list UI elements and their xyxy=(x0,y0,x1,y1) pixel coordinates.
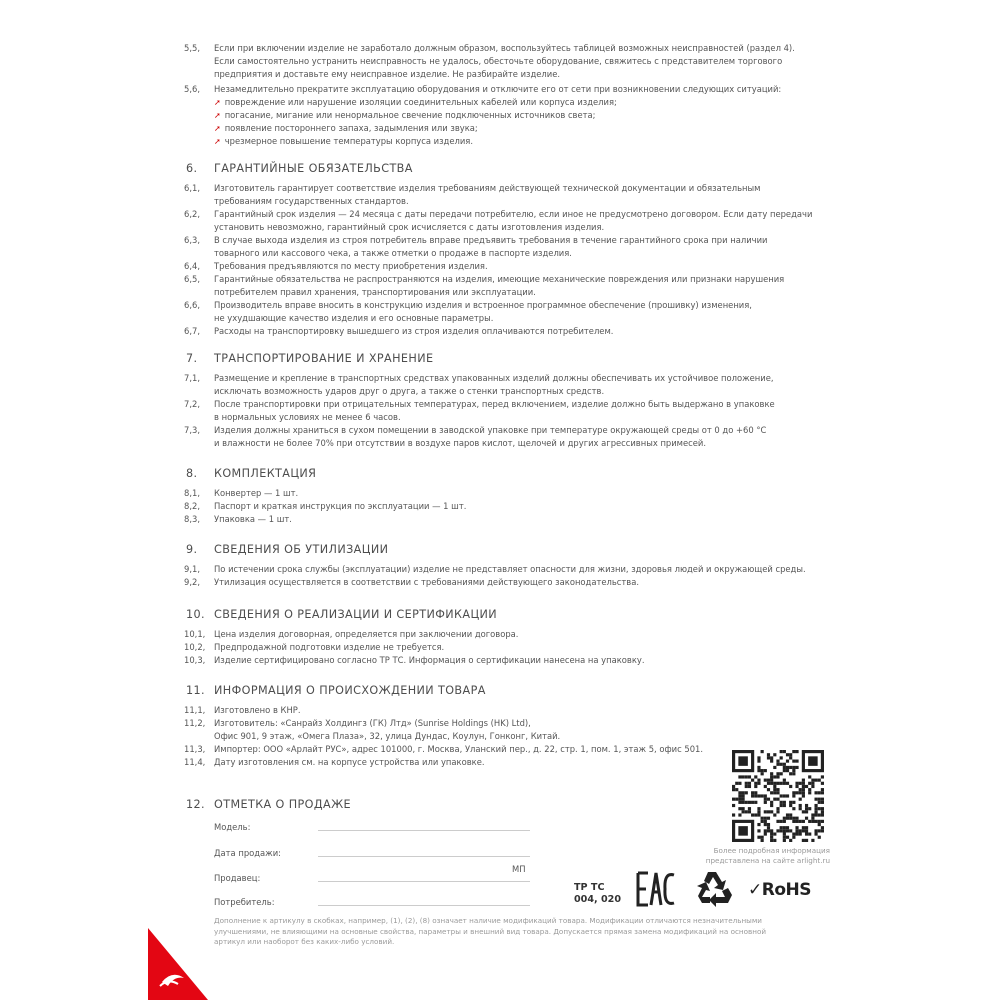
trtc-line-1: ТР ТС xyxy=(574,882,605,893)
clause-number: 10,2, xyxy=(184,642,206,652)
section-number: 7. xyxy=(186,352,198,365)
clause-number: 7,1, xyxy=(184,373,200,383)
clause-text: в нормальных условиях не менее 6 часов. xyxy=(214,412,401,422)
eac-mark-icon xyxy=(636,870,676,908)
footnote-line: Дополнение к артикулу в скобках, например, (1), (2), (8) означает наличие модификаций товара. Модификации отличаются незначительными xyxy=(214,916,762,925)
clause-text: товарного или кассового чека, а также отметки о продаже в паспорте изделия. xyxy=(214,248,572,258)
bullet-item xyxy=(214,96,617,109)
arrow-bullet-icon: ➚ xyxy=(214,111,221,120)
recycle-icon xyxy=(694,868,736,908)
bullet-text: чрезмерное повышение температуры корпуса изделия. xyxy=(224,136,473,146)
rohs-text: RoHS xyxy=(761,880,811,900)
clause-text: не ухудшающие качество изделия и его основные параметры. xyxy=(214,313,494,323)
clause-number: 9,2, xyxy=(184,577,200,587)
clause-text: Утилизация осуществляется в соответствии с требованиями действующего законодательства. xyxy=(214,577,639,587)
clause-number: 11,2, xyxy=(184,718,206,728)
clause-number: 6,4, xyxy=(184,261,200,271)
sale-field-label: Продавец: xyxy=(214,873,261,883)
clause-number: 8,2, xyxy=(184,501,200,511)
clause-text: Незамедлительно прекратите эксплуатацию оборудования и отключите его от сети при возникновении следующих ситуаций: xyxy=(214,84,782,94)
clause-number: 11,3, xyxy=(184,744,206,754)
trtc-line-2: 004, 020 xyxy=(574,894,622,905)
clause-number: 7,2, xyxy=(184,399,200,409)
section-title: СВЕДЕНИЯ О РЕАЛИЗАЦИИ И СЕРТИФИКАЦИИ xyxy=(214,608,498,621)
clause-text: Расходы на транспортировку вышедшего из строя изделия оплачиваются потребителем. xyxy=(214,326,614,336)
clause-text: Размещение и крепление в транспортных средствах упакованных изделий должны обеспечивать их устойчивое положение, xyxy=(214,373,774,383)
clause-text: Изготовитель: «Санрайз Холдингз (ГК) Лтд» (Sunrise Holdings (HK) Ltd), xyxy=(214,718,531,728)
clause-text: Изготовитель гарантирует соответствие изделия требованиям действующей технической документации и обязательным xyxy=(214,183,761,193)
clause-number: 7,3, xyxy=(184,425,200,435)
sale-field-line[interactable] xyxy=(318,856,530,857)
clause-text: установить невозможно, гарантийный срок исчисляется с даты изготовления изделия. xyxy=(214,222,605,232)
qr-caption-line-2: представлена на сайте arlight.ru xyxy=(705,856,830,865)
clause-number: 10,1, xyxy=(184,629,206,639)
clause-number: 9,1, xyxy=(184,564,200,574)
clause-text: Если при включении изделие не заработало должным образом, воспользуйтесь таблицей возможных неисправностей (раздел 4). xyxy=(214,43,795,53)
bullet-text: появление постороннего запаха, задымления или звука; xyxy=(224,123,478,133)
section-number: 9. xyxy=(186,543,198,556)
section-title: ГАРАНТИЙНЫЕ ОБЯЗАТЕЛЬСТВА xyxy=(214,162,413,175)
clause-text: Офис 901, 9 этаж, «Омега Плаза», 32, улица Дундас, Коулун, Гонконг, Китай. xyxy=(214,731,561,741)
trtc-mark xyxy=(574,882,621,906)
section-title: ИНФОРМАЦИЯ О ПРОИСХОЖДЕНИИ ТОВАРА xyxy=(214,684,486,697)
section-number: 12. xyxy=(186,798,205,811)
clause-text: Упаковка — 1 шт. xyxy=(214,514,292,524)
sale-field-line[interactable] xyxy=(318,830,530,831)
clause-number: 6,7, xyxy=(184,326,200,336)
clause-text: потребителем правил хранения, транспортирования или эксплуатации. xyxy=(214,287,536,297)
clause-text: По истечении срока службы (эксплуатации) изделие не представляет опасности для жизни, здоровья людей и окружающей среды. xyxy=(214,564,806,574)
sale-field-label: Дата продажи: xyxy=(214,848,281,858)
clause-number: 6,3, xyxy=(184,235,200,245)
section-title: ТРАНСПОРТИРОВАНИЕ И ХРАНЕНИЕ xyxy=(214,352,434,365)
clause-number: 11,1, xyxy=(184,705,206,715)
footnote-line: улучшениями, не влияющими на основные свойства, параметры и внешний вид товара. Допускается прямая замена модификаций на основной xyxy=(214,926,767,936)
arrow-bullet-icon: ➚ xyxy=(214,124,221,133)
sale-field-label: Потребитель: xyxy=(214,897,275,907)
clause-number: 6,1, xyxy=(184,183,200,193)
clause-number: 10,3, xyxy=(184,655,206,665)
clause-text: Дату изготовления см. на корпусе устройства или упаковке. xyxy=(214,757,485,767)
clause-number: 6,5, xyxy=(184,274,200,284)
clause-text: исключать возможность ударов друг о друга, а также о стенки транспортных средств. xyxy=(214,386,605,396)
clause-text: Гарантийный срок изделия — 24 месяца с даты передачи потребителю, если иное не предусмотрено договором. Если дату передачи xyxy=(214,209,813,219)
bullet-text: повреждение или нарушение изоляции соединительных кабелей или корпуса изделия; xyxy=(224,97,617,107)
qr-code-icon[interactable] xyxy=(732,750,824,842)
clause-number: 5,6, xyxy=(184,84,200,94)
clause-text: Если самостоятельно устранить неисправность не удалось, обесточьте оборудование, свяжитесь с представителем торгового xyxy=(214,56,783,66)
section-number: 6. xyxy=(186,162,198,175)
clause-text: Требования предъявляются по месту приобретения изделия. xyxy=(214,261,488,271)
clause-text: Производитель вправе вносить в конструкцию изделия и встроенное программное обеспечение (прошивку) изменения, xyxy=(214,300,752,310)
clause-text: предприятия и доставьте ему неисправное изделие. Не разбирайте изделие. xyxy=(214,69,561,79)
clause-text: Конвертер — 1 шт. xyxy=(214,488,299,498)
section-title: СВЕДЕНИЯ ОБ УТИЛИЗАЦИИ xyxy=(214,543,389,556)
clause-number: 5,5, xyxy=(184,43,200,53)
clause-number: 8,1, xyxy=(184,488,200,498)
arrow-bullet-icon: ➚ xyxy=(214,98,221,107)
sale-field-label: Модель: xyxy=(214,822,251,832)
clause-text: Изготовлено в КНР. xyxy=(214,705,301,715)
clause-text: Предпродажной подготовки изделие не требуется. xyxy=(214,642,445,652)
clause-text: В случае выхода изделия из строя потребитель вправе предъявить требования в течение гарантийного срока при наличии xyxy=(214,235,768,245)
clause-text: Импортер: ООО «Арлайт РУС», адрес 101000, г. Москва, Уланский пер., д. 22, стр. 1, пом. 1, этаж 5, офис 501. xyxy=(214,744,704,754)
section-number: 11. xyxy=(186,684,205,697)
clause-text: После транспортировки при отрицательных температурах, перед включением, изделие должно быть выдержано в упаковке xyxy=(214,399,775,409)
bullet-item xyxy=(214,135,473,148)
qr-caption-line-1: Более подробная информация xyxy=(713,846,830,855)
clause-number: 6,6, xyxy=(184,300,200,310)
rohs-check-icon: ✓ xyxy=(748,880,762,900)
section-title: КОМПЛЕКТАЦИЯ xyxy=(214,467,317,480)
bullet-item xyxy=(214,109,595,122)
footnote-line: артикул или наоборот без каких-либо условий. xyxy=(214,937,395,946)
clause-text: Цена изделия договорная, определяется при заключении договора. xyxy=(214,629,519,639)
sale-field-line[interactable] xyxy=(318,905,530,906)
clause-number: 6,2, xyxy=(184,209,200,219)
arrow-bullet-icon: ➚ xyxy=(214,137,221,146)
clause-number: 8,3, xyxy=(184,514,200,524)
bullet-text: погасание, мигание или ненормальное свечение подключенных источников света; xyxy=(224,110,596,120)
clause-text: и влажности не более 70% при отсутствии в воздухе паров кислот, щелочей и других агрессивных примесей. xyxy=(214,438,707,448)
rohs-mark xyxy=(748,880,811,900)
section-number: 10. xyxy=(186,608,205,621)
clause-text: требованиям государственных стандартов. xyxy=(214,196,409,206)
bullet-item xyxy=(214,122,478,135)
stamp-place-label: МП xyxy=(512,864,526,874)
clause-text: Изделие сертифицировано согласно ТР ТС. Информация о сертификации нанесена на упаковку. xyxy=(214,655,645,665)
clause-text: Гарантийные обязательства не распространяются на изделия, имеющие механические повреждения или признаки нарушения xyxy=(214,274,785,284)
section-title: ОТМЕТКА О ПРОДАЖЕ xyxy=(214,798,351,811)
clause-number: 11,4, xyxy=(184,757,206,767)
brand-corner-logo xyxy=(148,928,208,1000)
section-number: 8. xyxy=(186,467,198,480)
clause-text: Паспорт и краткая инструкция по эксплуатации — 1 шт. xyxy=(214,501,467,511)
clause-text: Изделия должны храниться в сухом помещении в заводской упаковке при температуре окружающей среды от 0 до +60 °С xyxy=(214,425,767,435)
sale-field-line[interactable] xyxy=(318,881,530,882)
